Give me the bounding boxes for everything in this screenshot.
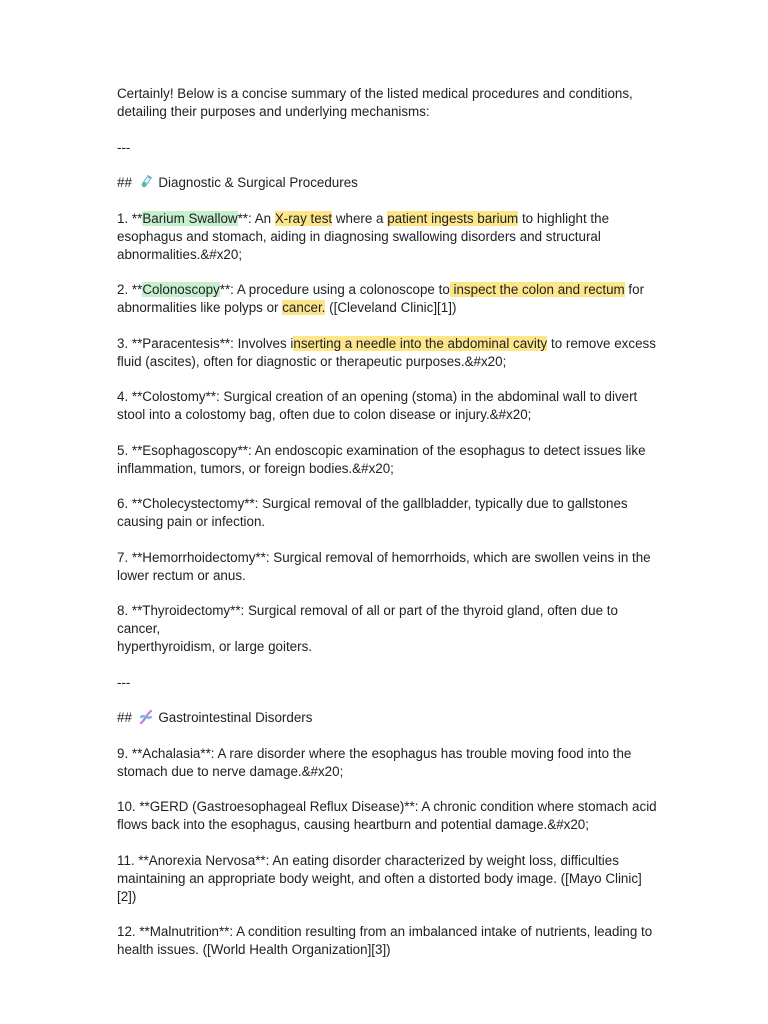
item-text: to remove excess bbox=[547, 335, 656, 351]
item-text: 11. **Anorexia Nervosa**: An eating disorder characterized by weight loss, difficulties bbox=[117, 852, 619, 868]
item-text: fluid (ascites), often for diagnostic or therapeutic purposes.&#x20; bbox=[117, 353, 507, 369]
item-text: esophagus and stomach, aiding in diagnosing swallowing disorders and structural bbox=[117, 228, 601, 244]
item-text: stomach due to nerve damage.&#x20; bbox=[117, 763, 344, 779]
list-item bbox=[117, 388, 657, 424]
item-text: 5. **Esophagoscopy**: An endoscopic examination of the esophagus to detect issues like bbox=[117, 442, 646, 458]
list-item bbox=[117, 442, 657, 478]
list-item bbox=[117, 549, 657, 585]
item-text: 9. **Achalasia**: A rare disorder where the esophagus has trouble moving food into the bbox=[117, 745, 632, 761]
list-item bbox=[117, 745, 657, 781]
item-text: ([Cleveland Clinic][1]) bbox=[325, 300, 457, 315]
section-title: Diagnostic & Surgical Procedures bbox=[158, 175, 358, 190]
item-text: 7. **Hemorrhoidectomy**: Surgical removal of hemorrhoids, which are swollen veins in the bbox=[117, 549, 651, 565]
item-text: 6. **Cholecystectomy**: Surgical removal of the gallbladder, typically due to gallstones bbox=[117, 496, 628, 511]
highlight-yellow: nserting a needle into the abdominal cavity bbox=[293, 335, 548, 351]
list-item bbox=[117, 923, 657, 959]
heading-hashes: ## bbox=[117, 175, 132, 190]
intro-paragraph bbox=[117, 85, 657, 121]
highlight-yellow: inspect the colon and rectum bbox=[449, 282, 625, 297]
separator: --- bbox=[117, 674, 131, 690]
section-heading-procedures bbox=[117, 174, 657, 192]
list-item bbox=[117, 852, 657, 906]
list-item bbox=[117, 798, 657, 834]
highlight-green: Barium Swallow bbox=[142, 210, 238, 226]
item-text: health issues. ([World Health Organization][3]) bbox=[117, 942, 391, 957]
document-body bbox=[117, 85, 657, 959]
item-text: stool into a colostomy bag, often due to colon disease or injury.&#x20; bbox=[117, 407, 532, 422]
item-text: maintaining an appropriate body weight, and often a distorted body image. ([Mayo Clinic][2]) bbox=[117, 870, 642, 904]
dna-icon bbox=[138, 709, 154, 725]
item-text: where a bbox=[332, 210, 388, 226]
item-text: for bbox=[624, 282, 645, 297]
item-text: 8. **Thyroidectomy**: Surgical removal of all or part of the thyroid gland, often due to cancer, bbox=[117, 603, 618, 636]
section-heading-disorders bbox=[117, 709, 657, 727]
highlight-yellow: patient ingests barium bbox=[387, 210, 519, 226]
item-text: inflammation, tumors, or foreign bodies.&#x20; bbox=[117, 460, 394, 476]
item-text: 10. **GERD (Gastroesophageal Reflux Disease)**: A chronic condition where stomach acid bbox=[117, 799, 657, 814]
item-text: **: An bbox=[237, 210, 275, 226]
item-text: 3. **Paracentesis**: Involves i bbox=[117, 335, 294, 351]
list-item bbox=[117, 602, 657, 656]
list-item bbox=[117, 281, 657, 317]
item-text: abnormalities like polyps or bbox=[117, 300, 283, 315]
heading-hashes: ## bbox=[117, 710, 132, 725]
separator: --- bbox=[117, 139, 131, 155]
highlight-yellow: X-ray test bbox=[274, 210, 333, 226]
item-prefix: 2. ** bbox=[117, 282, 143, 297]
item-text: abnormalities.&#x20; bbox=[117, 246, 243, 262]
intro-line-2: detailing their purposes and underlying mechanisms: bbox=[117, 104, 430, 119]
section-title: Gastrointestinal Disorders bbox=[158, 710, 313, 725]
test-tube-icon bbox=[138, 174, 154, 190]
list-item bbox=[117, 335, 657, 371]
list-item bbox=[117, 495, 657, 531]
item-text: lower rectum or anus. bbox=[117, 567, 246, 583]
highlight-green: Colonoscopy bbox=[142, 282, 220, 297]
item-text: 12. **Malnutrition**: A condition resulting from an imbalanced intake of nutrients, leading to bbox=[117, 924, 653, 939]
intro-line-1: Certainly! Below is a concise summary of the listed medical procedures and conditions, bbox=[117, 86, 633, 101]
highlight-yellow: cancer. bbox=[282, 300, 326, 315]
item-text: flows back into the esophagus, causing heartburn and potential damage.&#x20; bbox=[117, 817, 589, 832]
list-item bbox=[117, 210, 657, 264]
item-text: **: A procedure using a colonoscope to bbox=[219, 282, 450, 297]
item-text: causing pain or infection. bbox=[117, 514, 266, 529]
item-prefix: 1. ** bbox=[117, 210, 143, 226]
item-text: hyperthyroidism, or large goiters. bbox=[117, 639, 312, 654]
item-text: to highlight the bbox=[518, 210, 610, 226]
item-text: 4. **Colostomy**: Surgical creation of an opening (stoma) in the abdominal wall to divert bbox=[117, 389, 638, 404]
